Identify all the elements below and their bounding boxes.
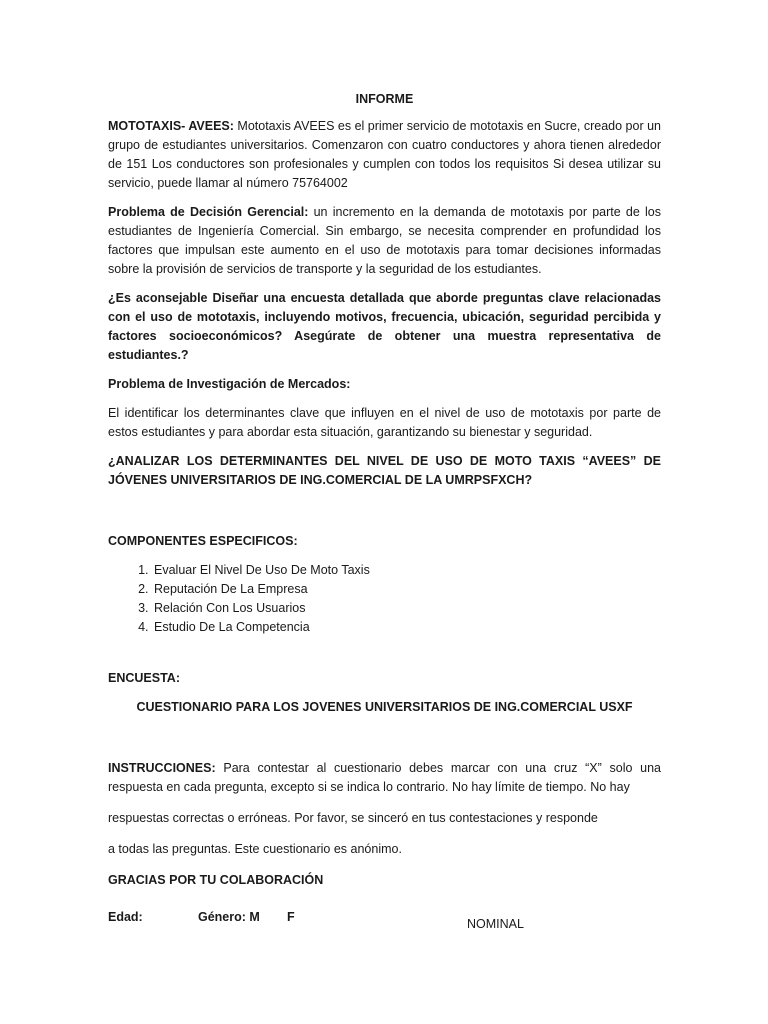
intro-label: MOTOTAXIS- AVEES: bbox=[108, 119, 234, 133]
gracias-text: GRACIAS POR TU COLABORACIÓN bbox=[108, 873, 324, 887]
document-page bbox=[108, 90, 661, 900]
gerencial-text: un incremento en la demanda de mototaxis por parte de los estudiantes de Ingeniería Comercial. Sin embargo, se necesita comprender en profundidad los factores que impulsan este aumento en el uso de mototaxis para tomar decisiones informadas sobre la provisión de servicios de transporte y la seguridad de los estudiantes. bbox=[108, 205, 661, 276]
investigacion-label: Problema de Investigación de Mercados: bbox=[108, 377, 351, 391]
intro-text: Mototaxis AVEES es el primer servicio de mototaxis en Sucre, creado por un grupo de estudiantes universitarios. Comenzaron con cuatro conductores y ahora tienen alrededor de 151 Los conductores son profesionales y cumplen con todos los requisitos Si desea utilizar su servicio, puede llamar al número 75764002 bbox=[108, 119, 661, 190]
aconsejable-question: ¿Es aconsejable Diseñar una encuesta detallada que aborde preguntas clave relacionadas con el uso de mototaxis, incluyendo motivos, frecuencia, ubicación, seguridad percibida y factores socioeconómicos? Asegúrate de obtener una muestra representativa de estudiantes.? bbox=[108, 291, 661, 362]
list-item: 4. Estudio De La Competencia bbox=[152, 618, 661, 637]
nominal-label: NOMINAL bbox=[467, 917, 524, 931]
list-item: 1. Evaluar El Nivel De Uso De Moto Taxis bbox=[152, 561, 661, 580]
cuestionario-title: CUESTIONARIO PARA LOS JOVENES UNIVERSITARIOS DE ING.COMERCIAL USXF bbox=[136, 700, 633, 714]
investigacion-text: El identificar los determinantes clave que influyen en el nivel de uso de mototaxis por parte de estos estudiantes y para abordar esta situación, garantizando su bienestar y seguridad. bbox=[108, 406, 661, 439]
list-item: 3. Relación Con Los Usuarios bbox=[152, 599, 661, 618]
componentes-list bbox=[108, 561, 661, 637]
componentes-label: COMPONENTES ESPECIFICOS: bbox=[108, 534, 298, 548]
edad-label: Edad: bbox=[108, 910, 143, 924]
genero-label: Género: M bbox=[198, 910, 260, 924]
instrucciones-line-3: a todas las preguntas. Este cuestionario es anónimo. bbox=[108, 842, 402, 856]
instrucciones-label: INSTRUCCIONES: bbox=[108, 761, 216, 775]
analizar-question: ¿ANALIZAR LOS DETERMINANTES DEL NIVEL DE USO DE MOTO TAXIS “AVEES” DE JÓVENES UNIVERSITARIOS DE ING.COMERCIAL DE LA UMRPSFXCH? bbox=[108, 454, 661, 487]
genero-f-label: F bbox=[287, 910, 295, 924]
encuesta-label: ENCUESTA: bbox=[108, 671, 180, 685]
instrucciones-text: Para contestar al cuestionario debes marcar con una cruz “X” solo una respuesta en cada pregunta, excepto si se indica lo contrario. No hay límite de tiempo. No hay bbox=[108, 761, 661, 794]
gerencial-label: Problema de Decisión Gerencial: bbox=[108, 205, 309, 219]
document-title: INFORME bbox=[355, 92, 414, 106]
intro-paragraph bbox=[108, 117, 661, 193]
gerencial-paragraph bbox=[108, 203, 661, 279]
instrucciones-paragraph bbox=[108, 759, 661, 797]
list-item: 2. Reputación De La Empresa bbox=[152, 580, 661, 599]
instrucciones-line-2: respuestas correctas o erróneas. Por favor, se sinceró en tus contestaciones y responde bbox=[108, 811, 598, 825]
